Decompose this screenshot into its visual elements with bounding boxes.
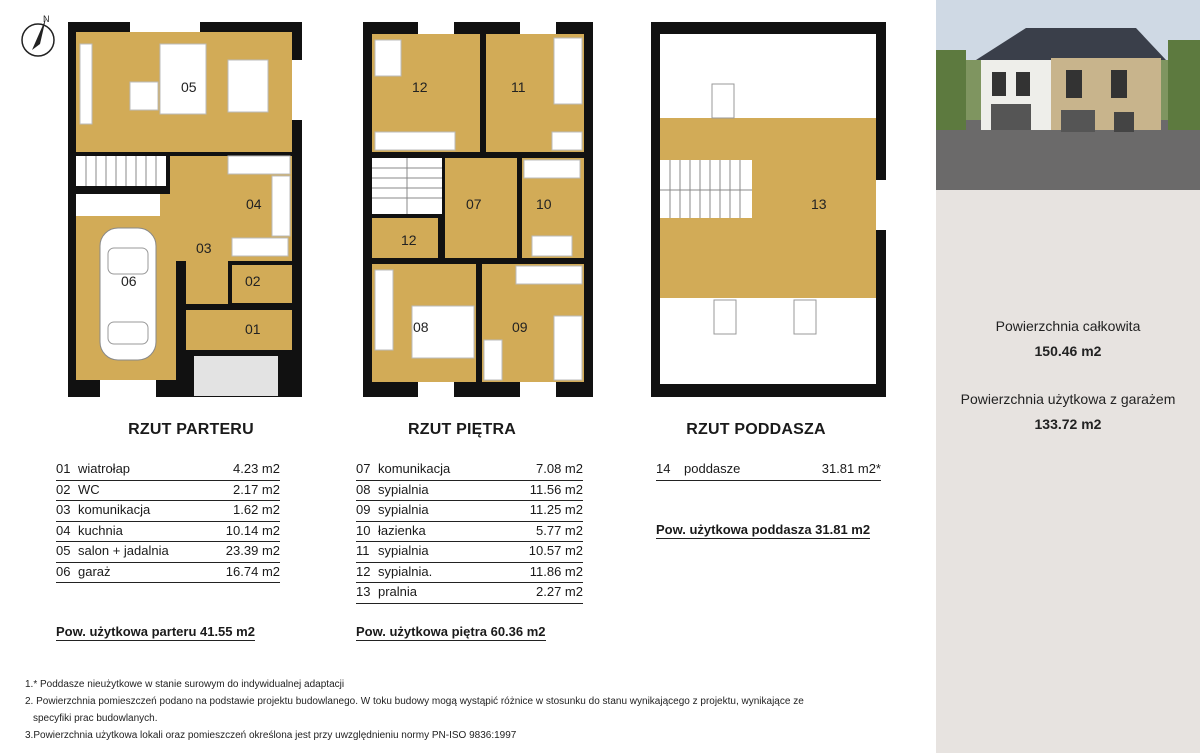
footnote: specyfiki prac budowlanych.	[33, 713, 158, 724]
ground-floor-total: Pow. użytkowa parteru 41.55 m2	[56, 624, 255, 639]
attic-total: Pow. użytkowa poddasza 31.81 m2	[656, 522, 871, 537]
footnote: 3.Powierzchnia użytkowa lokali oraz pomieszczeń określona jest przy uwzględnieniu normy PN-ISO 9836:1997	[25, 730, 517, 741]
table-row: 07 komunikacja 7.08 m2	[356, 460, 583, 481]
svg-text:N: N	[43, 14, 50, 24]
table-row: 10 łazienka 5.77 m2	[356, 522, 583, 543]
plan-label: 02	[245, 273, 261, 289]
table-row: 14 poddasze 31.81 m2*	[656, 460, 881, 481]
attic-title: RZUT PODDASZA	[686, 421, 826, 438]
table-row: 13 pralnia 2.27 m2	[356, 583, 583, 604]
first-floor-total: Pow. użytkowa piętra 60.36 m2	[356, 624, 546, 639]
table-row: 02 WC 2.17 m2	[56, 481, 280, 502]
house-rendering-image	[936, 0, 1200, 190]
attic-plan	[651, 22, 886, 397]
table-row: 11 sypialnia 10.57 m2	[356, 542, 583, 563]
table-row: 04 kuchnia 10.14 m2	[56, 522, 280, 543]
footnote: 2. Powierzchnia pomieszczeń podano na podstawie projektu budowlanego. W toku budowy mogą wystąpić różnice w stosunku do stanu wynikającego z projektu, wynikające ze	[25, 696, 804, 707]
plan-label: 13	[811, 196, 827, 212]
table-row: 05 salon + jadalnia 23.39 m2	[56, 542, 280, 563]
usable-area-label: Powierzchnia użytkowa z garażem	[960, 391, 1176, 407]
plan-label: 12	[401, 232, 417, 248]
ground-floor-table	[56, 460, 280, 583]
plan-label: 06	[121, 273, 137, 289]
ground-floor-title: RZUT PARTERU	[128, 421, 254, 438]
plan-label: 08	[413, 319, 429, 335]
plan-label: 07	[466, 196, 482, 212]
plan-label: 09	[512, 319, 528, 335]
table-row: 09 sypialnia 11.25 m2	[356, 501, 583, 522]
compass-icon	[22, 14, 54, 56]
plan-label: 04	[246, 196, 262, 212]
floor-plans-drawing	[0, 0, 936, 400]
usable-area-block	[936, 391, 1200, 432]
table-row: 12 sypialnia. 11.86 m2	[356, 563, 583, 584]
plan-label: 03	[196, 240, 212, 256]
table-row: 08 sypialnia 11.56 m2	[356, 481, 583, 502]
plan-label: 12	[412, 79, 428, 95]
first-floor-title: RZUT PIĘTRA	[408, 421, 516, 438]
usable-area-value: 133.72 m2	[1034, 416, 1102, 432]
table-row: 01 wiatrołap 4.23 m2	[56, 460, 280, 481]
footnotes	[25, 676, 925, 744]
plan-label: 11	[511, 79, 526, 95]
total-area-block	[936, 318, 1200, 359]
total-area-label: Powierzchnia całkowita	[995, 318, 1141, 334]
first-floor-table	[356, 460, 583, 604]
plan-label: 10	[536, 196, 552, 212]
footnote: 1.* Poddasze nieużytkowe w stanie surowym do indywidualnej adaptacji	[25, 679, 345, 690]
table-row: 06 garaż 16.74 m2	[56, 563, 280, 584]
plan-label: 05	[181, 79, 197, 95]
total-area-value: 150.46 m2	[1034, 343, 1102, 359]
attic-table	[656, 460, 881, 481]
plan-label: 01	[245, 321, 261, 337]
table-row: 03 komunikacja 1.62 m2	[56, 501, 280, 522]
